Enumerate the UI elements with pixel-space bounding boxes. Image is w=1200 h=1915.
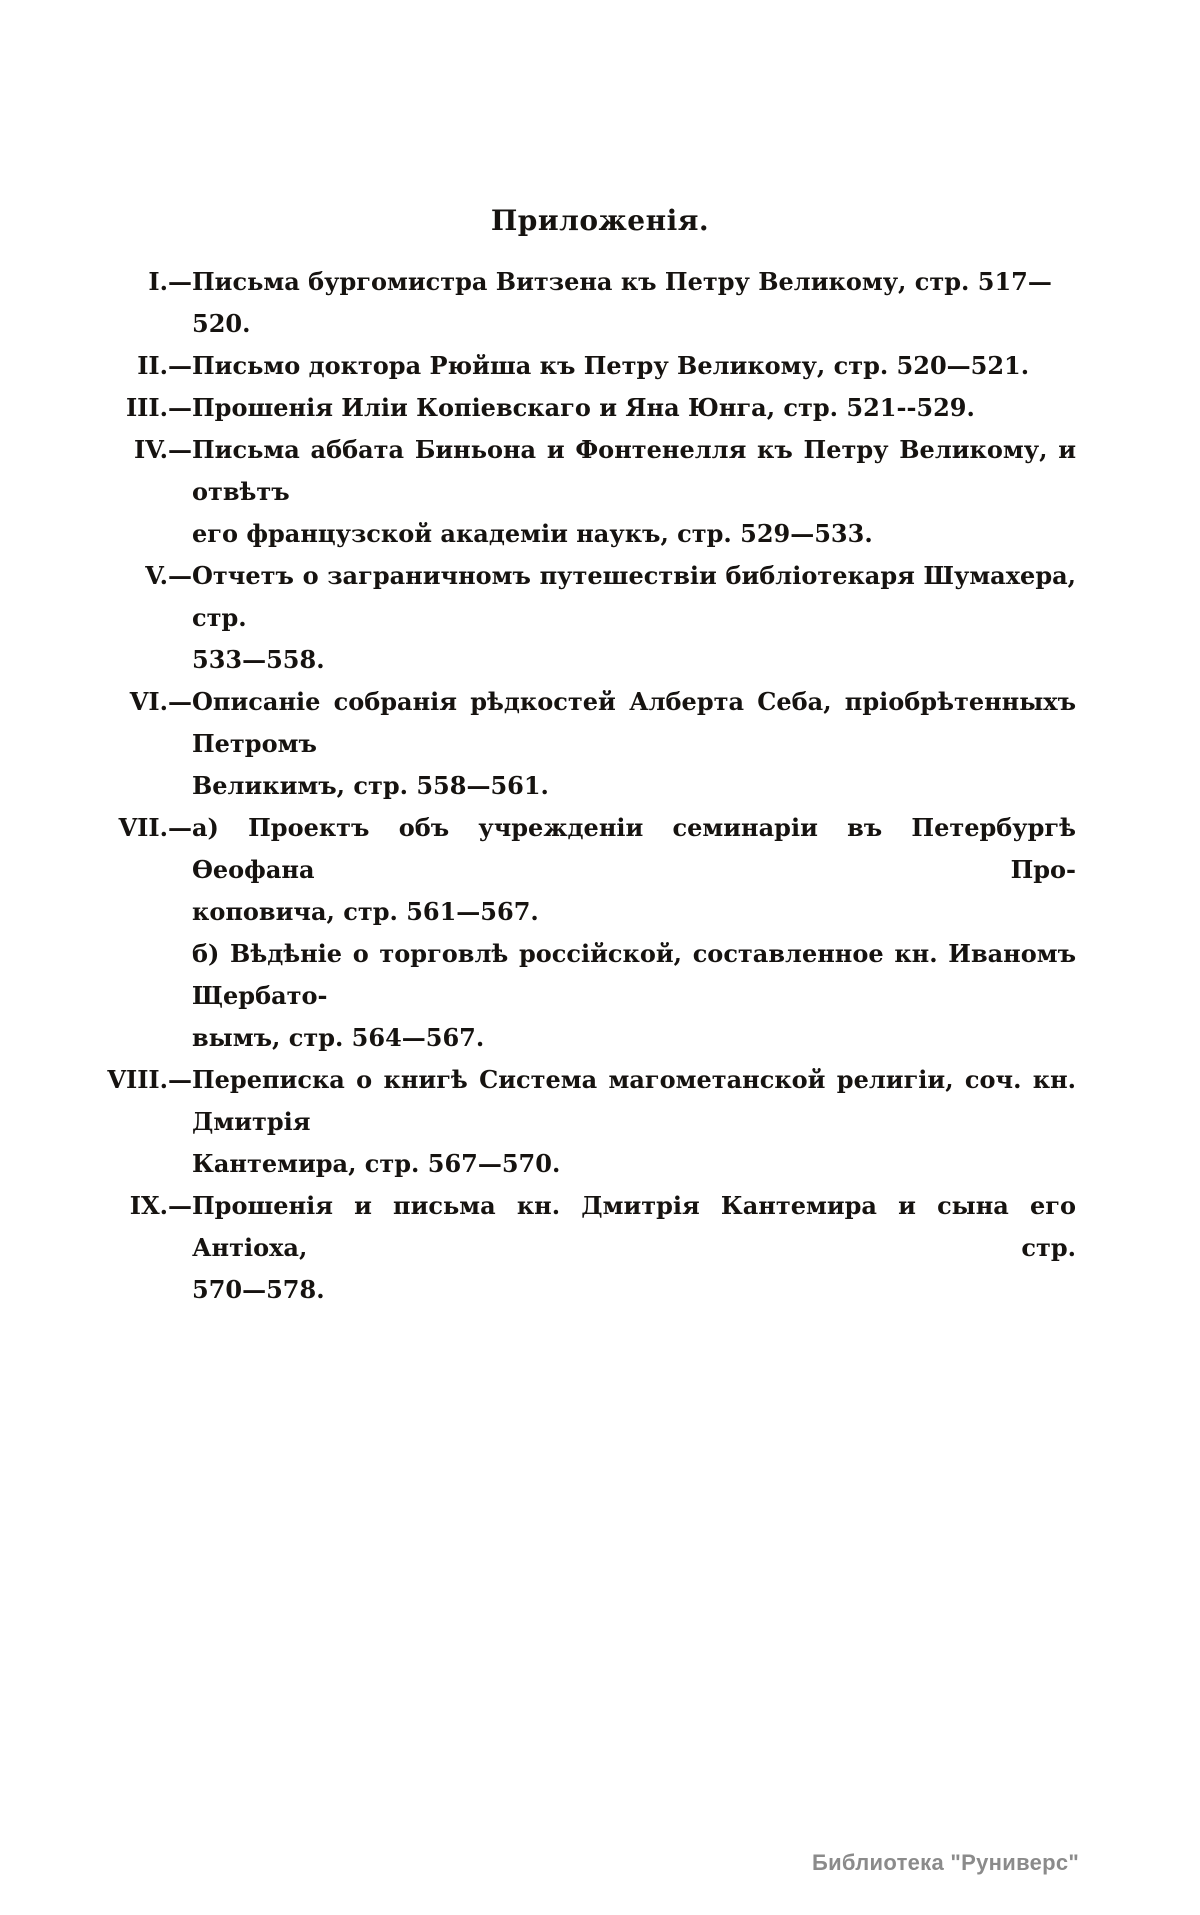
entry-line: а) Проектъ объ учрежденіи семинаріи въ Петербургѣ Ѳеофана Про- [192, 813, 1076, 884]
entry-line: Письмо доктора Рюйша къ Петру Великому, стр. 520—521. [192, 351, 1030, 380]
entry-line: Описаніе собранія рѣдкостей Алберта Себа, пріобрѣтенныхъ Петромъ [192, 687, 1076, 758]
toc-entry [104, 555, 1076, 681]
toc-entry [104, 345, 1076, 387]
entry-line: Кантемира, стр. 567—570. [192, 1149, 561, 1178]
entry-line: Письма бургомистра Витзена къ Петру Великому, стр. 517—520. [192, 267, 1052, 338]
entry-number: IV.— [133, 435, 192, 464]
entry-line: 570—578. [192, 1275, 325, 1304]
entry-line: его французской академіи наукъ, стр. 529—533. [192, 519, 873, 548]
entry-number: VIII.— [107, 1065, 192, 1094]
entry-number: VII.— [118, 813, 192, 842]
entry-number: I.— [148, 267, 192, 296]
entry-line: Переписка о книгѣ Система магометанской религіи, соч. кн. Дмитрія [192, 1065, 1076, 1136]
entry-text [192, 1185, 1076, 1311]
entry-text [192, 933, 1076, 1059]
library-watermark: Библиотека "Руниверс" [812, 1850, 1080, 1875]
entry-text [192, 681, 1076, 807]
entry-number: II.— [137, 351, 192, 380]
entry-line: Письма аббата Биньона и Фонтенелля къ Петру Великому, и отвѣтъ [192, 435, 1076, 506]
entry-line: б) Вѣдѣніе о торговлѣ россійской, составленное кн. Иваномъ Щербато- [192, 939, 1076, 1010]
toc-entry [104, 1185, 1076, 1311]
toc-entry [104, 429, 1076, 555]
toc-entry [104, 1059, 1076, 1185]
toc-entry [104, 387, 1076, 429]
entry-text [192, 429, 1076, 555]
entry-line: Прошенія и письма кн. Дмитрія Кантемира и сына его Антіоха, стр. [192, 1191, 1076, 1262]
entry-line: Отчетъ о заграничномъ путешествіи библіотекаря Шумахера, стр. [192, 561, 1076, 632]
appendix-list [104, 261, 1076, 1311]
entry-line: Прошенія Иліи Копіевскаго и Яна Юнга, стр. 521--529. [192, 393, 975, 422]
toc-entry [104, 261, 1076, 345]
entry-text [192, 555, 1076, 681]
page-title: Приложенія. [490, 204, 710, 237]
entry-text [192, 387, 1076, 429]
entry-line: Великимъ, стр. 558—561. [192, 771, 549, 800]
entry-text [192, 1059, 1076, 1185]
entry-text [192, 261, 1076, 345]
entry-number: VI.— [129, 687, 192, 716]
entry-number: III.— [125, 393, 192, 422]
entry-line: коповича, стр. 561—567. [192, 897, 539, 926]
toc-entry [104, 933, 1076, 1059]
entry-line: 533—558. [192, 645, 325, 674]
entry-text [192, 807, 1076, 933]
entry-line: вымъ, стр. 564—567. [192, 1023, 485, 1052]
entry-text [192, 345, 1076, 387]
toc-entry [104, 807, 1076, 933]
toc-entry [104, 681, 1076, 807]
entry-number: V.— [145, 561, 192, 590]
entry-number: IX.— [129, 1191, 192, 1220]
